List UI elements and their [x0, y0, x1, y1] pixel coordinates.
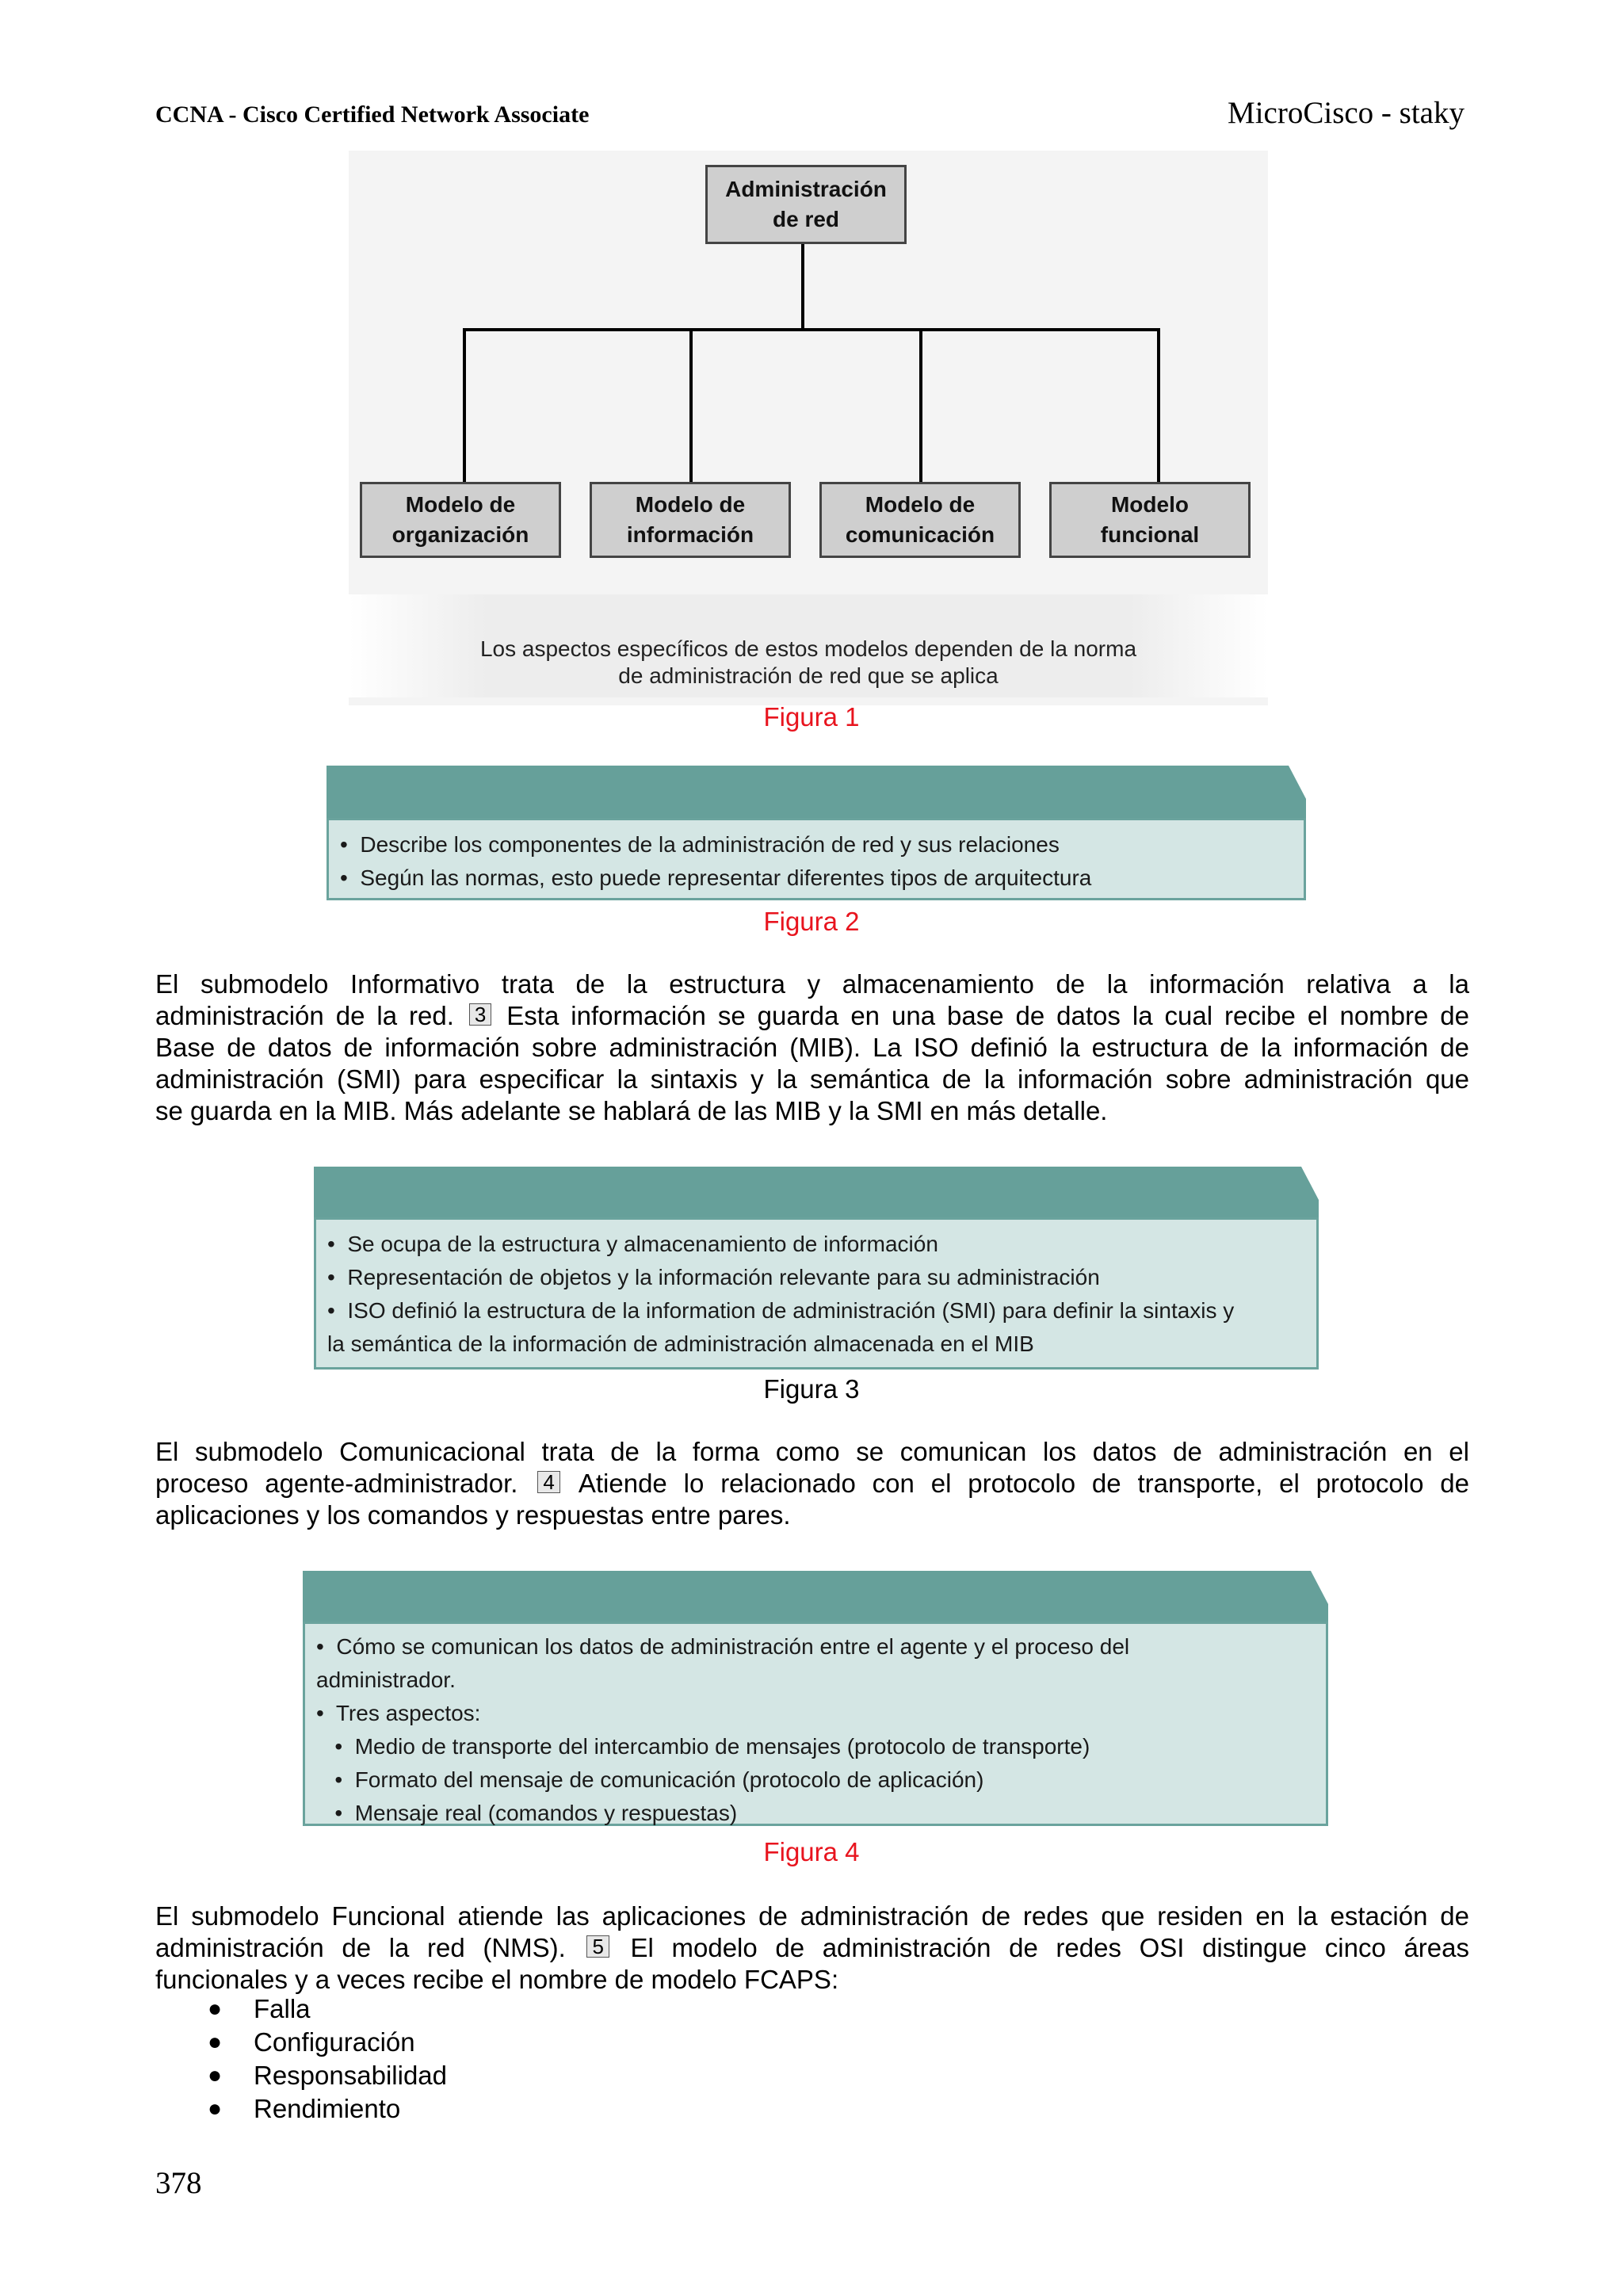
- paragraph-line: El submodelo Funcional atiende las aplicaciones de administración de redes que residen en la estación de: [155, 1901, 1469, 1931]
- panel-header-bar: [327, 766, 1306, 821]
- figure-4-label: Figura 4: [763, 1837, 860, 1866]
- paragraph-informativo: [155, 968, 1469, 1127]
- panel-line: • Tres aspectos:: [316, 1701, 481, 1725]
- paragraph-line: [155, 1932, 1469, 1964]
- reference-marker: 3: [469, 1003, 491, 1026]
- bullet-icon: ●: [208, 2095, 223, 2122]
- figure-2-label: Figura 2: [763, 907, 860, 936]
- panel-line: • Cómo se comunican los datos de administración entre el agente y el proceso del: [316, 1634, 1130, 1659]
- node-informacion: Modelo de información: [590, 482, 791, 558]
- running-header-author: MicroCisco - staky: [1228, 96, 1465, 130]
- paragraph-line: [155, 1468, 1469, 1499]
- list-item-text: Responsabilidad: [254, 2061, 448, 2090]
- panel-body: [327, 818, 1306, 900]
- figure-3-panel: [314, 1167, 1319, 1370]
- fcaps-list: [208, 1992, 447, 2126]
- panel-line: administrador.: [316, 1668, 456, 1692]
- paragraph-line: El submodelo Informativo trata de la estructura y almacenamiento de la información relativa a la: [155, 969, 1469, 999]
- figure-4-panel: [303, 1571, 1328, 1826]
- root-node: Administración de red: [705, 165, 907, 244]
- paragraph-line-start: proceso agente-administrador.: [155, 1469, 518, 1498]
- bullet-icon: ●: [208, 2029, 223, 2055]
- paragraph-line: administración (SMI) para especificar la sintaxis y la semántica de la información sobre administración que: [155, 1064, 1469, 1094]
- panel-line: • Formato del mensaje de comunicación (protocolo de aplicación): [316, 1767, 984, 1792]
- figure-1-diagram: [349, 151, 1268, 705]
- bullet-icon: ●: [208, 2062, 223, 2088]
- paragraph-line-end: Esta información se guarda en una base de datos la cual recibe el nombre de: [506, 1001, 1470, 1030]
- panel-line: • ISO definió la estructura de la information de administración (SMI) para definir la sintaxis y: [327, 1298, 1235, 1323]
- panel-line: • Mensaje real (comandos y respuestas): [316, 1801, 738, 1825]
- paragraph-line: El submodelo Comunicacional trata de la forma como se comunican los datos de administración en el: [155, 1437, 1469, 1466]
- list-item: [208, 2059, 447, 2092]
- node-comunicacion: Modelo de comunicación: [819, 482, 1021, 558]
- panel-line: la semántica de la información de administración almacenada en el MIB: [327, 1331, 1034, 1356]
- list-item-text: Rendimiento: [254, 2094, 401, 2123]
- panel-body: [314, 1217, 1319, 1370]
- figure-2-panel: [327, 766, 1306, 900]
- paragraph-line: funcionales y a veces recibe el nombre de modelo FCAPS:: [155, 1965, 839, 1994]
- bullet-icon: ●: [208, 1996, 223, 2022]
- reference-marker: 4: [537, 1471, 559, 1493]
- running-header-title: CCNA - Cisco Certified Network Associate: [155, 101, 590, 128]
- list-item-text: Falla: [254, 1994, 311, 2023]
- panel-line: • Se ocupa de la estructura y almacenamiento de información: [327, 1232, 938, 1256]
- panel-header-bar: [303, 1571, 1328, 1626]
- list-item: [208, 2026, 447, 2059]
- panel-line: • Medio de transporte del intercambio de mensajes (protocolo de transporte): [316, 1734, 1090, 1759]
- paragraph-line-end: Atiende lo relacionado con el protocolo de transporte, el protocolo de: [578, 1469, 1469, 1498]
- panel-body: [303, 1622, 1328, 1826]
- panel-line: • Describe los componentes de la administración de red y sus relaciones: [340, 832, 1060, 857]
- list-item-text: Configuración: [254, 2027, 415, 2057]
- reference-marker: 5: [586, 1935, 609, 1958]
- paragraph-line: se guarda en la MIB. Más adelante se hablará de las MIB y la SMI en más detalle.: [155, 1096, 1108, 1125]
- paragraph-line-end: El modelo de administración de redes OSI distingue cinco áreas: [630, 1933, 1469, 1962]
- paragraph-line-start: administración de la red (NMS).: [155, 1933, 566, 1962]
- figure-3-label: Figura 3: [763, 1374, 860, 1404]
- paragraph-line: Base de datos de información sobre administración (MIB). La ISO definió la estructura de la información de: [155, 1033, 1469, 1062]
- paragraph-funcional: [155, 1901, 1469, 1996]
- list-item: [208, 1992, 447, 2026]
- page-number: 378: [155, 2166, 202, 2200]
- panel-line: • Según las normas, esto puede representar diferentes tipos de arquitectura: [340, 865, 1092, 890]
- paragraph-line-start: administración de la red.: [155, 1001, 454, 1030]
- panel-header-bar: [314, 1167, 1319, 1222]
- paragraph-comunicacional: [155, 1436, 1469, 1531]
- paragraph-line: aplicaciones y los comandos y respuestas entre pares.: [155, 1500, 791, 1530]
- diagram-caption: Los aspectos específicos de estos modelos dependen de la norma de administración de red que se aplica: [479, 636, 1137, 688]
- node-funcional: Modelo funcional: [1049, 482, 1251, 558]
- panel-line: • Representación de objetos y la información relevante para su administración: [327, 1265, 1100, 1289]
- list-item: [208, 2092, 447, 2126]
- node-organizacion: Modelo de organización: [360, 482, 561, 558]
- paragraph-line: [155, 1000, 1469, 1032]
- figure-1-label: Figura 1: [763, 702, 860, 732]
